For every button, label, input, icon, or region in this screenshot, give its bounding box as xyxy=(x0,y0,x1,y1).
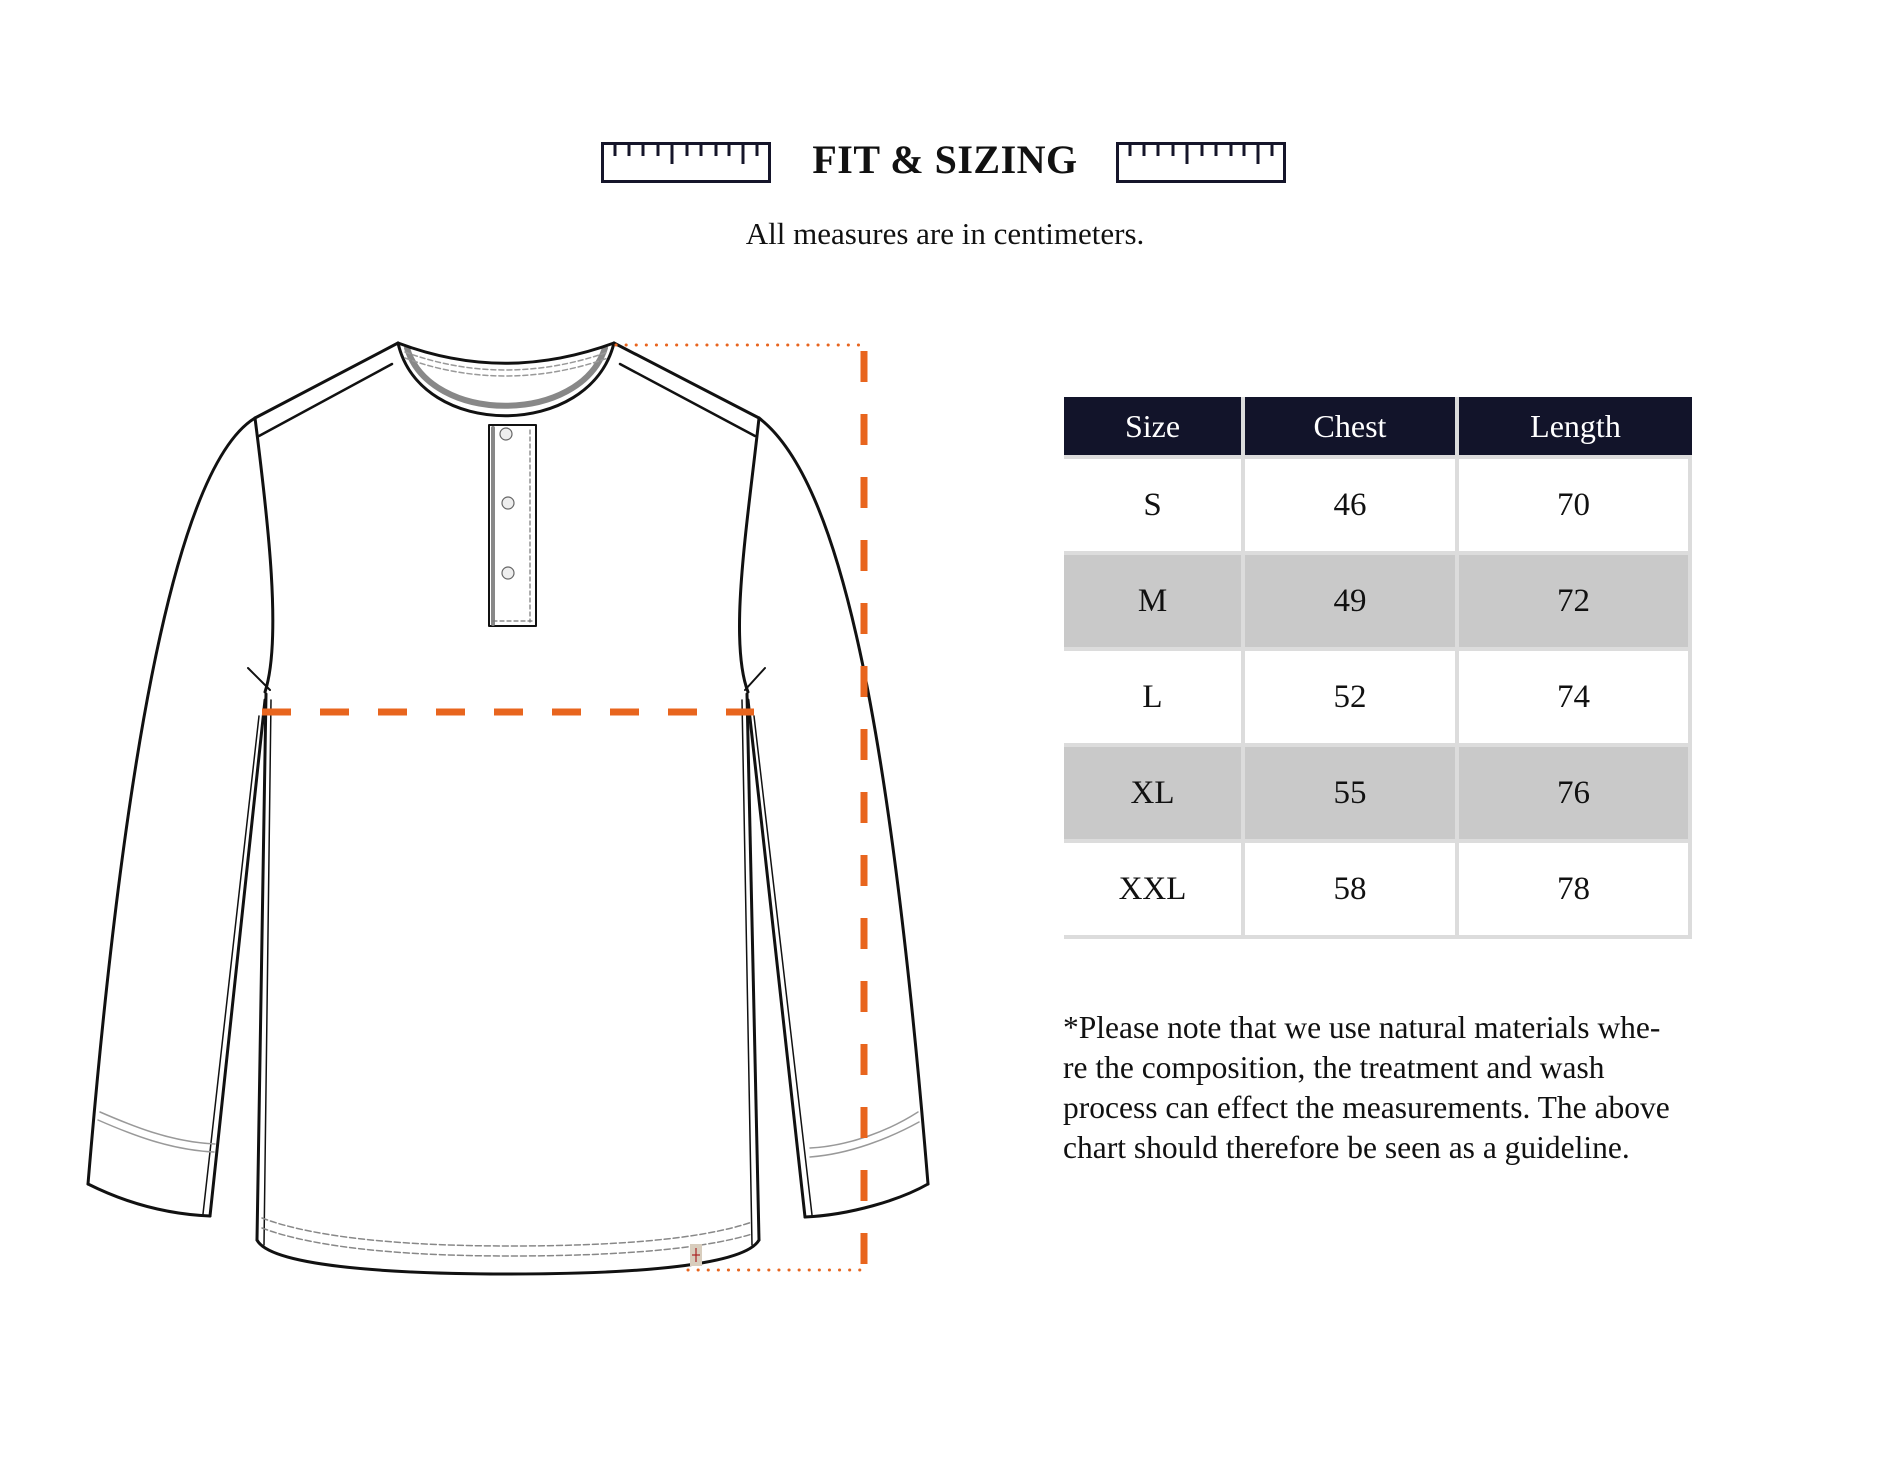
table-row xyxy=(1064,551,1692,647)
page-title: FIT & SIZING xyxy=(812,137,1078,182)
chest-cell: 55 xyxy=(1245,747,1459,839)
disclaimer-note xyxy=(1063,1008,1723,1168)
table-header-row xyxy=(1064,397,1692,455)
size-chart-table xyxy=(1064,397,1692,939)
button-icon xyxy=(502,567,514,579)
length-cell: 78 xyxy=(1459,843,1692,935)
column-header-size: Size xyxy=(1064,397,1245,455)
ruler-icon-right xyxy=(1116,142,1286,183)
button-icon xyxy=(500,428,512,440)
note-line: chart should therefore be seen as a guideline. xyxy=(1063,1130,1630,1165)
chest-cell: 58 xyxy=(1245,843,1459,935)
chest-cell: 46 xyxy=(1245,459,1459,551)
size-cell: M xyxy=(1064,555,1245,647)
length-cell: 72 xyxy=(1459,555,1692,647)
note-line: *Please note that we use natural materials whe- xyxy=(1063,1010,1661,1045)
column-header-length: Length xyxy=(1530,407,1621,444)
units-subtitle: All measures are in centimeters. xyxy=(745,216,1145,251)
note-line: re the composition, the treatment and wash xyxy=(1063,1050,1605,1085)
table-row xyxy=(1064,647,1692,743)
button-icon xyxy=(502,497,514,509)
chest-cell: 52 xyxy=(1245,651,1459,743)
size-cell: L xyxy=(1064,651,1245,743)
size-cell: S xyxy=(1064,459,1245,551)
column-header-chest: Chest xyxy=(1245,397,1459,455)
length-cell: 70 xyxy=(1459,459,1692,551)
table-row xyxy=(1064,743,1692,839)
note-line: process can effect the measurements. The above xyxy=(1063,1090,1670,1125)
size-cell: XXL xyxy=(1064,843,1245,935)
length-cell: 74 xyxy=(1459,651,1692,743)
chest-cell: 49 xyxy=(1245,555,1459,647)
table-row xyxy=(1064,839,1692,939)
size-cell: XL xyxy=(1064,747,1245,839)
table-row xyxy=(1064,455,1692,551)
length-cell: 76 xyxy=(1459,747,1692,839)
